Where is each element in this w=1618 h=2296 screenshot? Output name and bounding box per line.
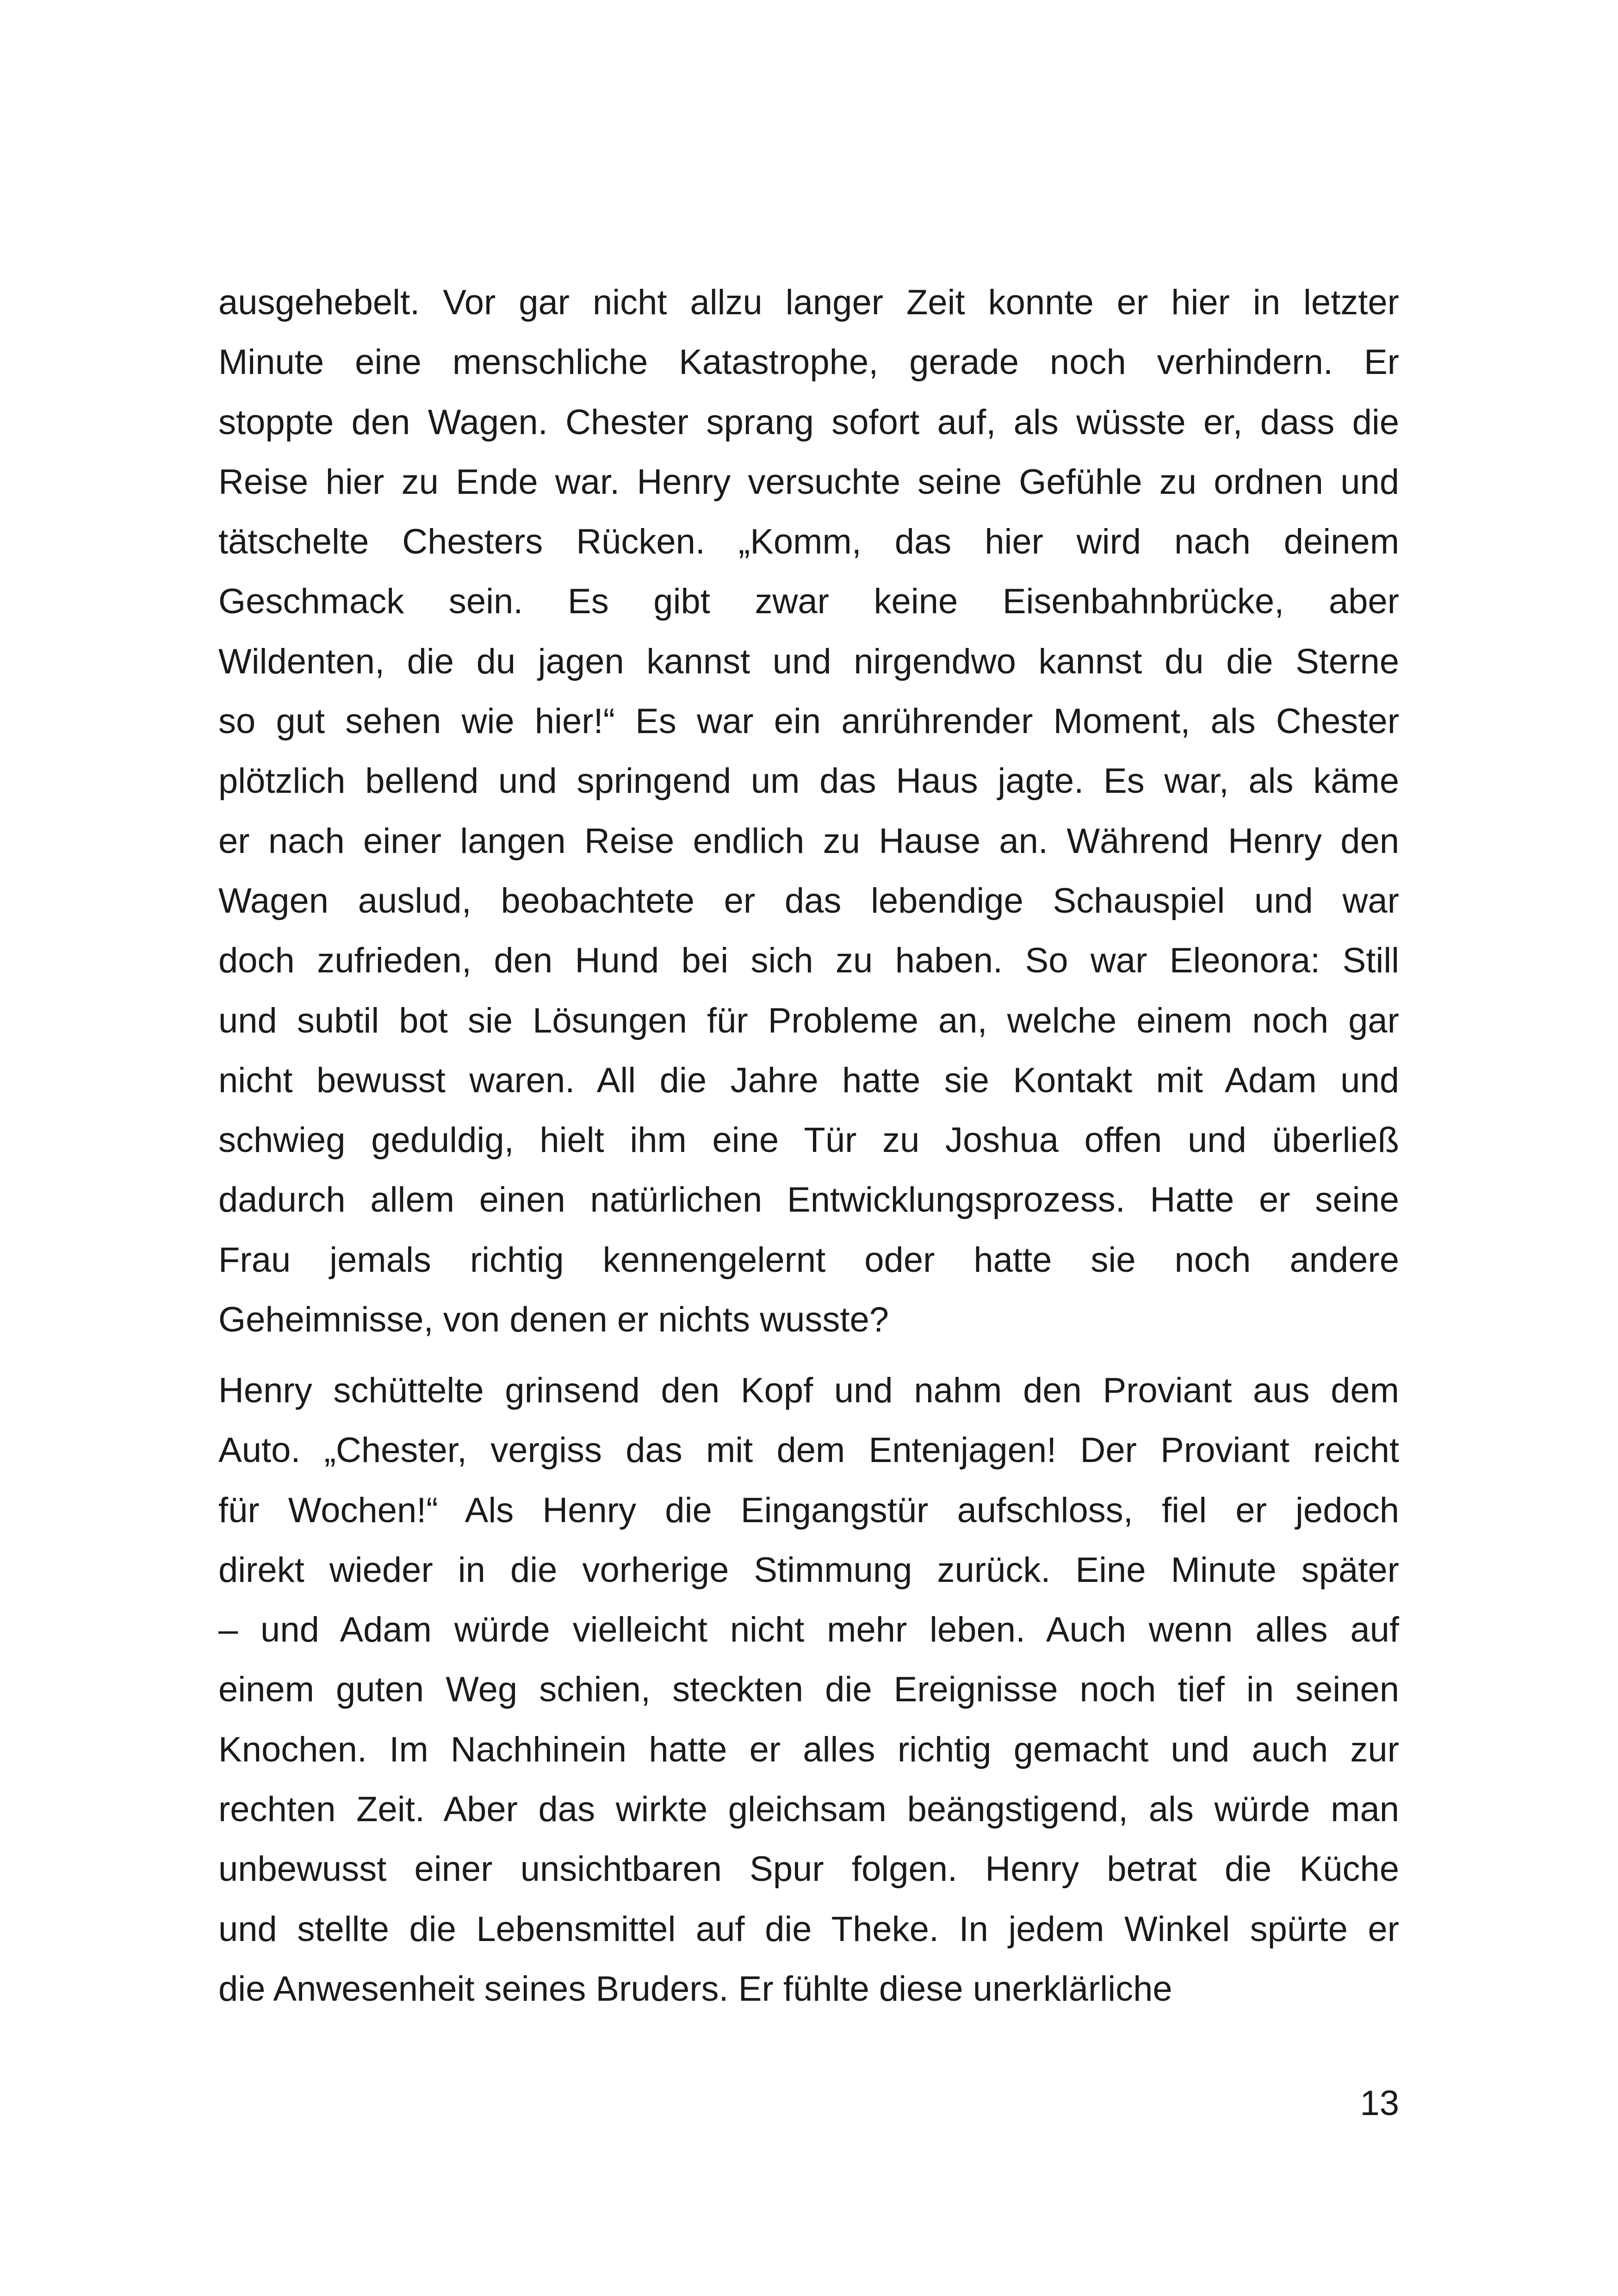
page-number: 13 (1360, 2084, 1399, 2123)
text-line: unbewusst einer unsichtbaren Spur folgen. Henry betrat die Küche (218, 1849, 1399, 1889)
paragraph-1 (218, 273, 1399, 1350)
text-line: plötzlich bellend und springend um das Haus jagte. Es war, als käme (218, 761, 1399, 801)
text-line: direkt wieder in die vorherige Stimmung zurück. Eine Minute später (218, 1550, 1399, 1590)
text-line: Wildenten, die du jagen kannst und nirgendwo kannst du die Sterne (218, 641, 1399, 681)
text-line: Henry schüttelte grinsend den Kopf und nahm den Proviant aus dem (218, 1371, 1399, 1410)
text-line: Minute eine menschliche Katastrophe, gerade noch verhindern. Er (218, 342, 1399, 382)
text-line: rechten Zeit. Aber das wirkte gleichsam beängstigend, als würde man (218, 1790, 1399, 1829)
text-line: die Anwesenheit seines Bruders. Er fühlte diese unerklärliche (218, 1969, 1172, 2009)
text-line: Frau jemals richtig kennengelernt oder hatte sie noch andere (218, 1240, 1399, 1280)
text-line: – und Adam würde vielleicht nicht mehr leben. Auch wenn alles auf (218, 1610, 1399, 1650)
text-line: und subtil bot sie Lösungen für Probleme an, welche einem noch gar (218, 1001, 1399, 1040)
text-line: so gut sehen wie hier!“ Es war ein anrührender Moment, als Chester (218, 702, 1399, 741)
text-line: Reise hier zu Ende war. Henry versuchte seine Gefühle zu ordnen und (218, 462, 1399, 502)
text-line: einem guten Weg schien, steckten die Ereignisse noch tief in seinen (218, 1670, 1399, 1710)
text-line: doch zufrieden, den Hund bei sich zu haben. So war Eleonora: Still (218, 941, 1399, 981)
text-line: er nach einer langen Reise endlich zu Hause an. Während Henry den (218, 821, 1399, 861)
paragraph-2 (218, 1361, 1399, 2019)
text-line: stoppte den Wagen. Chester sprang sofort auf, als wüsste er, dass die (218, 402, 1399, 442)
text-line: ausgehebelt. Vor gar nicht allzu langer Zeit konnte er hier in letzter (218, 283, 1399, 322)
text-line: und stellte die Lebensmittel auf die Theke. In jedem Winkel spürte er (218, 1909, 1399, 1949)
text-line: für Wochen!“ Als Henry die Eingangstür aufschloss, fiel er jedoch (218, 1490, 1399, 1530)
text-line: Knochen. Im Nachhinein hatte er alles richtig gemacht und auch zur (218, 1730, 1399, 1769)
text-line: nicht bewusst waren. All die Jahre hatte sie Kontakt mit Adam und (218, 1060, 1399, 1100)
text-line: schwieg geduldig, hielt ihm eine Tür zu Joshua offen und überließ (218, 1120, 1399, 1160)
text-line: Geheimnisse, von denen er nichts wusste? (218, 1300, 889, 1340)
text-line: Wagen auslud, beobachtete er das lebendige Schauspiel und war (218, 881, 1399, 921)
text-line: dadurch allem einen natürlichen Entwicklungsprozess. Hatte er seine (218, 1180, 1399, 1220)
text-line: tätschelte Chesters Rücken. „Komm, das hier wird nach deinem (218, 522, 1399, 562)
text-line: Auto. „Chester, vergiss das mit dem Entenjagen! Der Proviant reicht (218, 1431, 1399, 1470)
text-line: Geschmack sein. Es gibt zwar keine Eisenbahnbrücke, aber (218, 582, 1399, 622)
